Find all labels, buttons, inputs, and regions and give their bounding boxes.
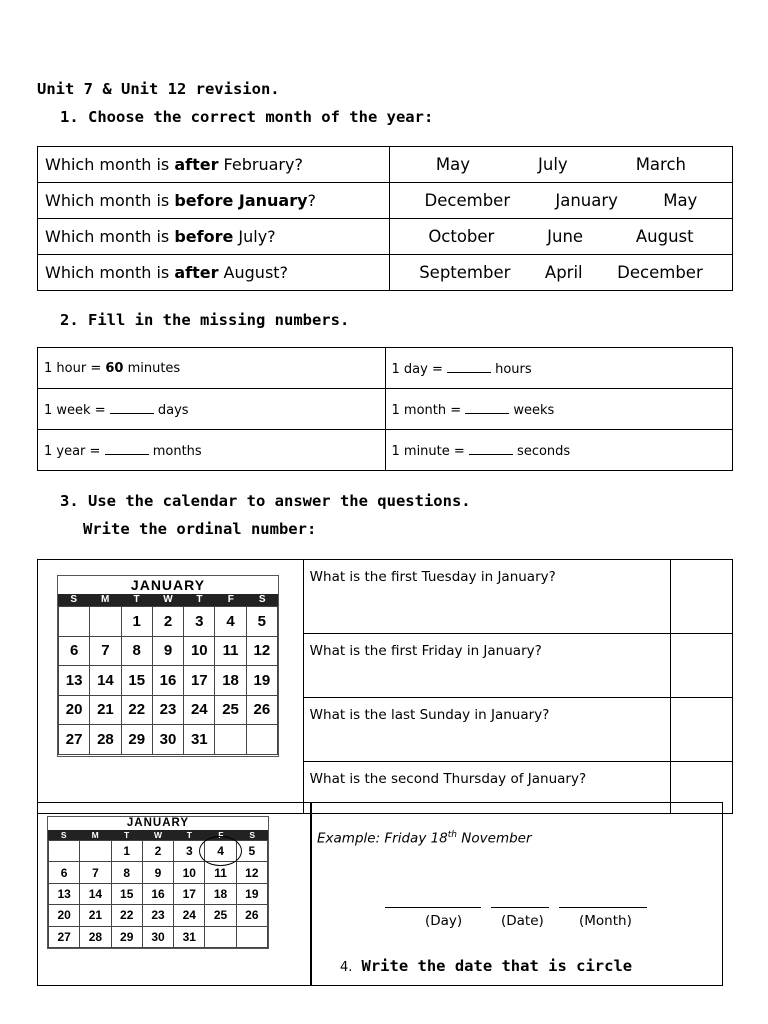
calendar-day: 24 xyxy=(174,905,205,926)
q2-row xyxy=(38,389,733,430)
q1-table xyxy=(37,146,733,291)
calendar-empty-day xyxy=(90,607,121,637)
calendar-day: 12 xyxy=(247,637,278,667)
calendar-day: 18 xyxy=(215,666,246,696)
calendar-day: 15 xyxy=(112,884,143,905)
q3-question: What is the last Sunday in January? xyxy=(303,698,671,762)
calendar-weekday-header xyxy=(58,594,278,606)
calendar-day: 2 xyxy=(153,607,184,637)
calendar-weekday: T xyxy=(186,830,192,840)
q2-blank[interactable] xyxy=(447,360,491,373)
q3-answer-box[interactable] xyxy=(671,634,733,698)
calendar-day: 7 xyxy=(90,637,121,667)
q2-cell: 1 day = hours xyxy=(385,348,733,389)
calendar-day: 17 xyxy=(174,884,205,905)
calendar-weekday: F xyxy=(218,830,224,840)
calendar-empty-day xyxy=(80,841,111,862)
calendar-day: 6 xyxy=(49,862,80,883)
q1-question: Which month is after February? xyxy=(38,147,390,183)
month-answer-line[interactable] xyxy=(559,907,647,908)
q2-cell: 1 year = months xyxy=(38,430,386,471)
calendar-day: 15 xyxy=(122,666,153,696)
q1-options xyxy=(389,183,732,219)
calendar-day: 7 xyxy=(80,862,111,883)
q3-heading-text: Use the calendar to answer the questions. xyxy=(88,492,471,510)
calendar-weekday: S xyxy=(258,594,266,605)
calendar-day: 11 xyxy=(205,862,236,883)
calendar-weekday: M xyxy=(100,594,110,605)
calendar-day: 26 xyxy=(237,905,268,926)
calendar-day-grid xyxy=(48,840,268,948)
calendar-day: 19 xyxy=(237,884,268,905)
calendar-empty-day xyxy=(59,607,90,637)
q1-question: Which month is before July? xyxy=(38,219,390,255)
q1-row xyxy=(38,147,733,183)
calendar-day: 10 xyxy=(174,862,205,883)
calendar-day: 22 xyxy=(122,696,153,726)
calendar-weekday: F xyxy=(227,594,234,605)
q2-blank[interactable] xyxy=(110,401,154,414)
calendar-day: 19 xyxy=(247,666,278,696)
q1-option[interactable]: April xyxy=(544,263,583,282)
q2-cell: 1 hour = 60 minutes xyxy=(38,348,386,389)
q2-cell: 1 month = weeks xyxy=(385,389,733,430)
q3-heading xyxy=(60,492,471,510)
calendar-day: 12 xyxy=(237,862,268,883)
date-label: (Date) xyxy=(501,913,544,929)
calendar-day: 14 xyxy=(90,666,121,696)
calendar-day: 6 xyxy=(59,637,90,667)
calendar-day: 28 xyxy=(90,725,121,755)
calendar-day: 24 xyxy=(184,696,215,726)
calendar-weekday: M xyxy=(91,830,99,840)
calendar-day: 4 xyxy=(215,607,246,637)
calendar-day: 18 xyxy=(205,884,236,905)
calendar-day: 5 xyxy=(247,607,278,637)
calendar-weekday: T xyxy=(123,830,130,840)
q1-option[interactable]: July xyxy=(538,155,568,174)
calendar-day: 26 xyxy=(247,696,278,726)
q2-table xyxy=(37,347,733,471)
calendar-day: 13 xyxy=(49,884,80,905)
calendar-empty-day xyxy=(215,725,246,755)
q2-cell: 1 minute = seconds xyxy=(385,430,733,471)
calendar-day: 1 xyxy=(122,607,153,637)
q2-value: 60 xyxy=(105,360,124,376)
q1-option[interactable]: October xyxy=(428,227,495,246)
calendar-day: 20 xyxy=(49,905,80,926)
calendar-day: 21 xyxy=(90,696,121,726)
calendar-day: 20 xyxy=(59,696,90,726)
page-title: Unit 7 & Unit 12 revision. xyxy=(37,80,280,98)
calendar-day: 21 xyxy=(80,905,111,926)
circled-day-label: 4 xyxy=(217,844,224,859)
calendar-day: 28 xyxy=(80,927,111,948)
q2-row xyxy=(38,348,733,389)
q4-example: Example: Friday 18th November xyxy=(317,830,532,847)
q1-option[interactable]: December xyxy=(424,191,511,210)
calendar-day: 5 xyxy=(237,841,268,862)
calendar-day: 22 xyxy=(112,905,143,926)
calendar-day: 17 xyxy=(184,666,215,696)
calendar-weekday: S xyxy=(70,594,78,605)
calendar-day: 3 xyxy=(174,841,205,862)
calendar-day: 2 xyxy=(143,841,174,862)
day-answer-line[interactable] xyxy=(385,907,481,908)
calendar-day: 29 xyxy=(112,927,143,948)
calendar-january-circled xyxy=(47,816,269,949)
calendar-day: 30 xyxy=(153,725,184,755)
q3-answer-box[interactable] xyxy=(671,560,733,634)
q1-option[interactable]: May xyxy=(663,191,698,210)
calendar-day: 16 xyxy=(143,884,174,905)
calendar-day: 27 xyxy=(59,725,90,755)
day-label: (Day) xyxy=(425,913,463,929)
calendar-empty-day xyxy=(247,725,278,755)
calendar-day: 14 xyxy=(80,884,111,905)
calendar-day: 9 xyxy=(143,862,174,883)
calendar-day: 25 xyxy=(205,905,236,926)
calendar-day xyxy=(205,841,236,862)
month-label: (Month) xyxy=(579,913,632,929)
calendar-day: 31 xyxy=(174,927,205,948)
q3-question: What is the first Tuesday in January? xyxy=(303,560,671,634)
calendar-day: 23 xyxy=(143,905,174,926)
q2-heading-text: Fill in the missing numbers. xyxy=(88,311,350,329)
calendar-day: 3 xyxy=(184,607,215,637)
q1-option[interactable]: January xyxy=(555,191,618,210)
calendar-month-title: JANUARY xyxy=(130,577,206,593)
q1-option[interactable]: June xyxy=(547,227,584,246)
q3-answer-box[interactable] xyxy=(671,698,733,762)
calendar-empty-day xyxy=(205,927,236,948)
q1-options xyxy=(389,255,732,291)
calendar-weekday: S xyxy=(249,830,256,840)
q4-instruction: 4. Write the date that is circle xyxy=(340,957,633,975)
calendar-day: 25 xyxy=(215,696,246,726)
calendar-day: 8 xyxy=(112,862,143,883)
q1-question: Which month is after August? xyxy=(38,255,390,291)
calendar-weekday: T xyxy=(133,594,140,605)
q2-blank[interactable] xyxy=(469,442,513,455)
calendar-weekday: W xyxy=(153,830,162,840)
q2-blank[interactable] xyxy=(465,401,509,414)
calendar-day: 13 xyxy=(59,666,90,696)
q1-question: Which month is before January? xyxy=(38,183,390,219)
calendar-day: 27 xyxy=(49,927,80,948)
calendar-empty-day xyxy=(49,841,80,862)
q1-option[interactable]: December xyxy=(617,263,703,282)
q1-options xyxy=(389,219,732,255)
q1-option[interactable]: May xyxy=(435,155,471,174)
q1-heading xyxy=(60,108,433,126)
calendar-day: 10 xyxy=(184,637,215,667)
calendar-day: 1 xyxy=(112,841,143,862)
calendar-day: 8 xyxy=(122,637,153,667)
q1-heading-text: Choose the correct month of the year: xyxy=(88,108,434,126)
q2-heading xyxy=(60,311,349,329)
q1-number: 1. xyxy=(60,108,79,126)
date-answer-line[interactable] xyxy=(491,907,549,908)
calendar-empty-day xyxy=(237,927,268,948)
q2-cell: 1 week = days xyxy=(38,389,386,430)
calendar-weekday-header xyxy=(48,830,268,840)
calendar-weekday: S xyxy=(60,830,67,840)
calendar-weekday: T xyxy=(196,594,203,605)
q1-row xyxy=(38,219,733,255)
q3-question: What is the second Thursday of January? xyxy=(303,762,671,814)
q1-option[interactable]: August xyxy=(635,227,694,246)
calendar-day: 30 xyxy=(143,927,174,948)
calendar-day: 29 xyxy=(122,725,153,755)
calendar-day-grid xyxy=(58,606,278,755)
q3-subheading: Write the ordinal number: xyxy=(83,520,317,538)
calendar-january xyxy=(57,575,279,757)
calendar-day: 9 xyxy=(153,637,184,667)
calendar-day: 23 xyxy=(153,696,184,726)
calendar-day: 16 xyxy=(153,666,184,696)
q1-option[interactable]: September xyxy=(419,263,511,282)
calendar-weekday: W xyxy=(163,594,173,605)
q3-number: 3. xyxy=(60,492,79,510)
q3-question: What is the first Friday in January? xyxy=(303,634,671,698)
calendar-month-title: JANUARY xyxy=(126,817,190,829)
q1-options xyxy=(389,147,732,183)
q2-blank[interactable] xyxy=(105,442,149,455)
calendar-day: 11 xyxy=(215,637,246,667)
q2-row xyxy=(38,430,733,471)
q1-row xyxy=(38,255,733,291)
q1-option[interactable]: March xyxy=(635,155,686,174)
calendar-day: 31 xyxy=(184,725,215,755)
q2-number: 2. xyxy=(60,311,79,329)
q1-row xyxy=(38,183,733,219)
